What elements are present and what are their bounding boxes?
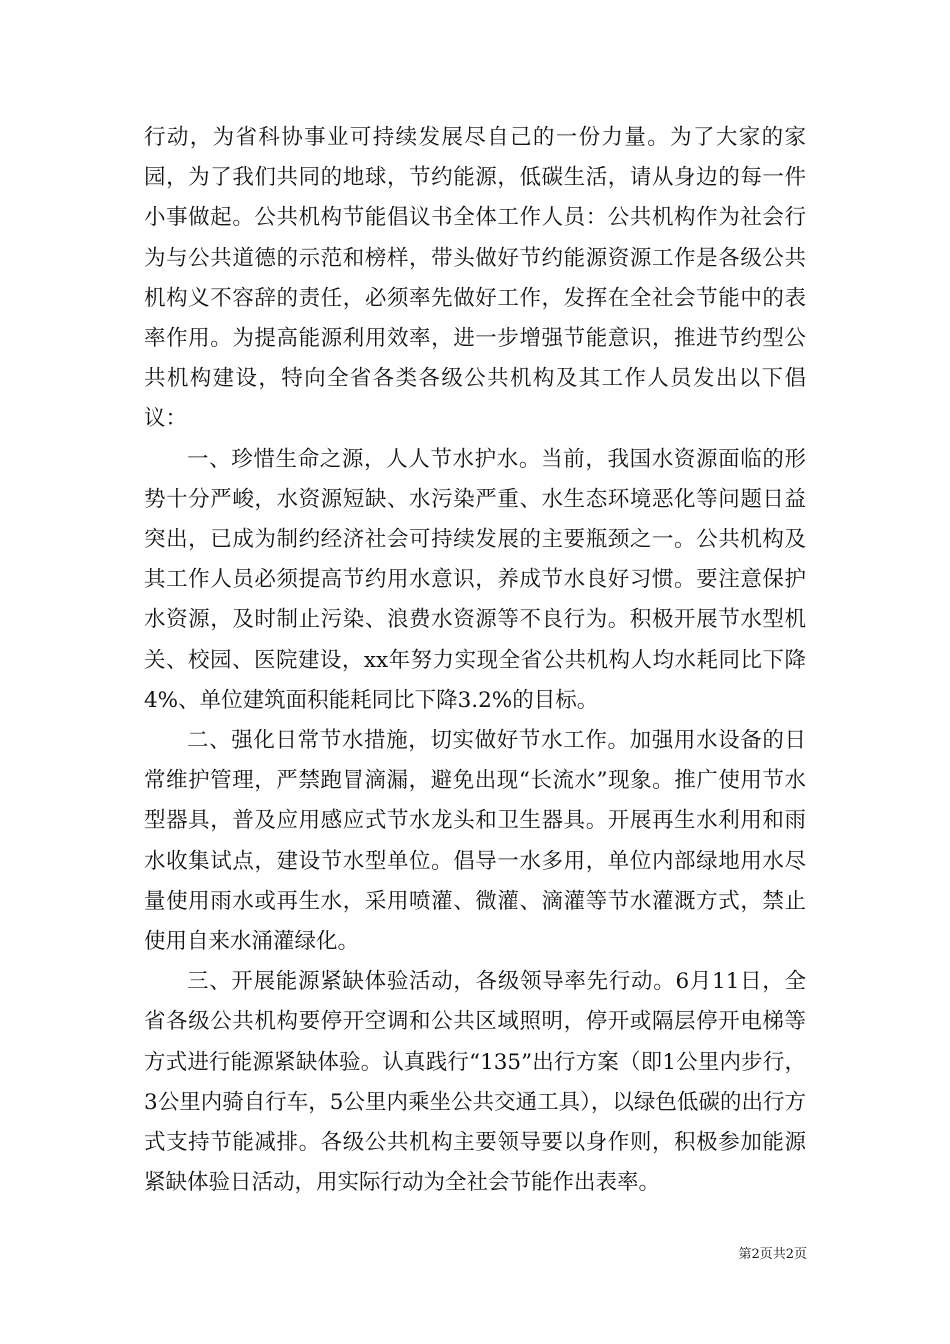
paragraph-point-2: 二、强化日常节水措施，切实做好节水工作。加强用水设备的日常维护管理，严禁跑冒滴漏，避免出现“长流水”现象。推广使用节水型器具，普及应用感应式节水龙头和卫生器具。开展再生水利用和雨水收集试点，建设节水型单位。倡导一水多用，单位内部绿地用水尽量使用雨水或再生水，采用喷灌、微灌、滴灌等节水灌溉方式，禁止使用自来水涌灌绿化。 xyxy=(144,728,806,955)
paragraph-intro: 行动，为省科协事业可持续发展尽自己的一份力量。为了大家的家园，为了我们共同的地球，节约能源，低碳生活，请从身边的每一件小事做起。公共机构节能倡议书全体工作人员：公共机构作为社会行为与公共道德的示范和榜样，带头做好节约能源资源工作是各级公共机构义不容辞的责任，必须率先做好工作，发挥在全社会节能中的表率作用。为提高能源利用效率，进一步增强节能意识，推进节约型公共机构建设，特向全省各类各级公共机构及其工作人员发出以下倡议： xyxy=(144,125,806,432)
page-number: 第2页共2页 xyxy=(738,1247,807,1262)
paragraph-point-1: 一、珍惜生命之源，人人节水护水。当前，我国水资源面临的形势十分严峻，水资源短缺、水污染严重、水生态环境恶化等问题日益突出，已成为制约经济社会可持续发展的主要瓶颈之一。公共机构及其工作人员必须提高节约用水意识，养成节水良好习惯。要注意保护水资源，及时制止污染、浪费水资源等不良行为。积极开展节水型机关、校园、医院建设，xx年努力实现全省公共机构人均水耗同比下降4%、单位建筑面积能耗同比下降3.2%的目标。 xyxy=(144,446,806,713)
paragraph-point-3: 三、开展能源紧缺体验活动，各级领导率先行动。6月11日，全省各级公共机构要停开空调和公共区域照明，停开或隔层停开电梯等方式进行能源紧缺体验。认真践行“135”出行方案（即1公里内步行，3公里内骑自行车，5公里内乘坐公共交通工具），以绿色低碳的出行方式支持节能减排。各级公共机构主要领导要以身作则，积极参加能源紧缺体验日活动，用实际行动为全社会节能作出表率。 xyxy=(144,969,806,1196)
document-body xyxy=(144,118,806,1203)
